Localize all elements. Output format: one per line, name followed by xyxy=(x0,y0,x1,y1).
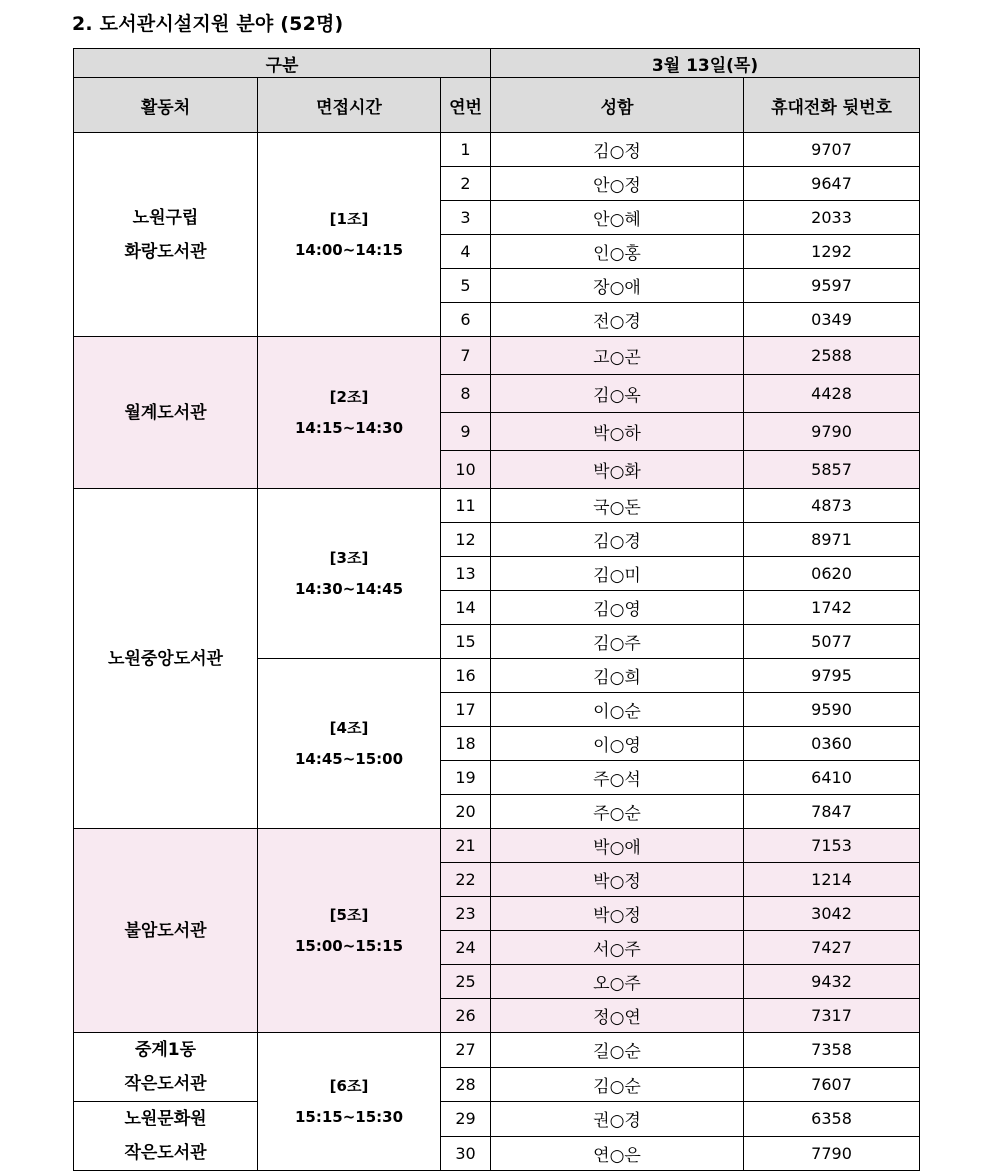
row-number: 22 xyxy=(441,863,491,897)
row-number: 19 xyxy=(441,761,491,795)
person-name: 길○순 xyxy=(491,1033,744,1068)
person-name: 김○정 xyxy=(491,133,744,167)
place-name-line1: 노원중앙도서관 xyxy=(108,648,223,669)
phone-last-digits: 6410 xyxy=(744,761,920,795)
person-name: 이○순 xyxy=(491,693,744,727)
row-number: 6 xyxy=(441,303,491,337)
row-number: 27 xyxy=(441,1033,491,1068)
row-number: 29 xyxy=(441,1102,491,1137)
person-name: 안○정 xyxy=(491,167,744,201)
interview-slot-cell xyxy=(258,829,441,1033)
slot-time: 14:45~15:00 xyxy=(294,749,404,768)
activity-place-cell xyxy=(74,489,258,829)
slot-label: [4조] xyxy=(329,718,369,737)
slot-label: [2조] xyxy=(329,387,369,406)
row-number: 9 xyxy=(441,413,491,451)
person-name: 연○은 xyxy=(491,1136,744,1171)
row-number: 30 xyxy=(441,1136,491,1171)
phone-last-digits: 1214 xyxy=(744,863,920,897)
phone-last-digits: 8971 xyxy=(744,523,920,557)
phone-last-digits: 7790 xyxy=(744,1136,920,1171)
row-number: 21 xyxy=(441,829,491,863)
slot-label: [6조] xyxy=(329,1076,369,1095)
row-number: 18 xyxy=(441,727,491,761)
phone-last-digits: 9590 xyxy=(744,693,920,727)
slot-time: 14:00~14:15 xyxy=(294,240,404,259)
person-name: 김○미 xyxy=(491,557,744,591)
category-header: 구분 xyxy=(74,49,491,78)
row-number: 12 xyxy=(441,523,491,557)
place-name-line1: 노원구립 xyxy=(132,207,199,228)
row-number: 28 xyxy=(441,1067,491,1102)
interview-slot-cell xyxy=(258,489,441,659)
phone-last-digits: 9647 xyxy=(744,167,920,201)
phone-last-digits: 7358 xyxy=(744,1033,920,1068)
row-number: 17 xyxy=(441,693,491,727)
place-name-line2: 작은도서관 xyxy=(124,1143,207,1163)
slot-label: [3조] xyxy=(329,548,369,567)
row-number: 4 xyxy=(441,235,491,269)
person-name: 주○순 xyxy=(491,795,744,829)
activity-place-cell xyxy=(74,829,258,1033)
phone-last-digits: 5857 xyxy=(744,451,920,489)
slot-time: 14:30~14:45 xyxy=(294,579,404,598)
person-name: 정○연 xyxy=(491,999,744,1033)
activity-place-cell xyxy=(74,337,258,489)
table-row xyxy=(74,489,920,523)
table-row xyxy=(74,133,920,167)
phone-last-digits: 7427 xyxy=(744,931,920,965)
place-name-line1: 중계1동 xyxy=(134,1040,197,1060)
row-number: 15 xyxy=(441,625,491,659)
row-number: 2 xyxy=(441,167,491,201)
time-column-header: 면접시간 xyxy=(258,78,441,133)
phone-last-digits: 9432 xyxy=(744,965,920,999)
person-name: 김○영 xyxy=(491,591,744,625)
phone-last-digits: 2588 xyxy=(744,337,920,375)
person-name: 박○하 xyxy=(491,413,744,451)
phone-last-digits: 9790 xyxy=(744,413,920,451)
row-number: 5 xyxy=(441,269,491,303)
interview-slot-cell xyxy=(258,337,441,489)
row-number: 24 xyxy=(441,931,491,965)
person-name: 박○애 xyxy=(491,829,744,863)
person-name: 국○돈 xyxy=(491,489,744,523)
place-column-header: 활동처 xyxy=(74,78,258,133)
person-name: 안○혜 xyxy=(491,201,744,235)
page-title: 2. 도서관시설지원 분야 (52명) xyxy=(72,13,344,35)
slot-time: 15:15~15:30 xyxy=(294,1107,404,1126)
phone-last-digits: 9707 xyxy=(744,133,920,167)
row-number: 16 xyxy=(441,659,491,693)
row-number: 8 xyxy=(441,375,491,413)
activity-place-cell xyxy=(74,1033,258,1102)
row-number: 14 xyxy=(441,591,491,625)
phone-last-digits: 5077 xyxy=(744,625,920,659)
person-name: 인○홍 xyxy=(491,235,744,269)
activity-place-cell xyxy=(74,133,258,337)
phone-last-digits: 7317 xyxy=(744,999,920,1033)
date-header: 3월 13일(목) xyxy=(491,49,920,78)
place-name-line2: 작은도서관 xyxy=(124,1074,207,1094)
person-name: 이○영 xyxy=(491,727,744,761)
slot-label: [5조] xyxy=(329,905,369,924)
interview-slot-cell xyxy=(258,133,441,337)
interview-slot-cell xyxy=(258,659,441,829)
phone-last-digits: 1742 xyxy=(744,591,920,625)
phone-last-digits: 7847 xyxy=(744,795,920,829)
phone-last-digits: 6358 xyxy=(744,1102,920,1137)
phone-column-header: 휴대전화 뒷번호 xyxy=(744,78,920,133)
interview-slot-cell xyxy=(258,1033,441,1171)
row-number: 13 xyxy=(441,557,491,591)
table-row xyxy=(74,1033,920,1068)
person-name: 김○희 xyxy=(491,659,744,693)
table-row xyxy=(74,829,920,863)
row-number: 7 xyxy=(441,337,491,375)
phone-last-digits: 0349 xyxy=(744,303,920,337)
place-name-line1: 불암도서관 xyxy=(124,920,207,941)
table-row xyxy=(74,1102,920,1137)
place-name-line2: 화랑도서관 xyxy=(124,241,207,262)
person-name: 박○정 xyxy=(491,863,744,897)
phone-last-digits: 3042 xyxy=(744,897,920,931)
slot-label: [1조] xyxy=(329,209,369,228)
phone-last-digits: 4873 xyxy=(744,489,920,523)
phone-last-digits: 0360 xyxy=(744,727,920,761)
place-name-line1: 월계도서관 xyxy=(124,402,207,423)
row-number: 1 xyxy=(441,133,491,167)
phone-last-digits: 9597 xyxy=(744,269,920,303)
person-name: 오○주 xyxy=(491,965,744,999)
phone-last-digits: 1292 xyxy=(744,235,920,269)
table-row xyxy=(74,337,920,375)
phone-last-digits: 4428 xyxy=(744,375,920,413)
person-name: 김○경 xyxy=(491,523,744,557)
phone-last-digits: 9795 xyxy=(744,659,920,693)
row-number: 10 xyxy=(441,451,491,489)
person-name: 박○화 xyxy=(491,451,744,489)
person-name: 주○석 xyxy=(491,761,744,795)
phone-last-digits: 2033 xyxy=(744,201,920,235)
phone-last-digits: 7153 xyxy=(744,829,920,863)
person-name: 김○주 xyxy=(491,625,744,659)
header-row-top xyxy=(74,49,920,78)
person-name: 고○곤 xyxy=(491,337,744,375)
slot-time: 15:00~15:15 xyxy=(294,936,404,955)
activity-place-cell xyxy=(74,1102,258,1171)
header-row-columns xyxy=(74,78,920,133)
name-column-header: 성함 xyxy=(491,78,744,133)
slot-time: 14:15~14:30 xyxy=(294,418,404,437)
row-number: 25 xyxy=(441,965,491,999)
row-number: 20 xyxy=(441,795,491,829)
phone-last-digits: 7607 xyxy=(744,1067,920,1102)
person-name: 전○경 xyxy=(491,303,744,337)
phone-last-digits: 0620 xyxy=(744,557,920,591)
person-name: 권○경 xyxy=(491,1102,744,1137)
person-name: 김○순 xyxy=(491,1067,744,1102)
person-name: 박○정 xyxy=(491,897,744,931)
row-number: 23 xyxy=(441,897,491,931)
row-number: 3 xyxy=(441,201,491,235)
row-number: 26 xyxy=(441,999,491,1033)
person-name: 서○주 xyxy=(491,931,744,965)
interview-schedule-table xyxy=(73,48,920,1171)
person-name: 장○애 xyxy=(491,269,744,303)
place-name-line1: 노원문화원 xyxy=(124,1109,207,1129)
number-column-header: 연번 xyxy=(441,78,491,133)
person-name: 김○옥 xyxy=(491,375,744,413)
row-number: 11 xyxy=(441,489,491,523)
